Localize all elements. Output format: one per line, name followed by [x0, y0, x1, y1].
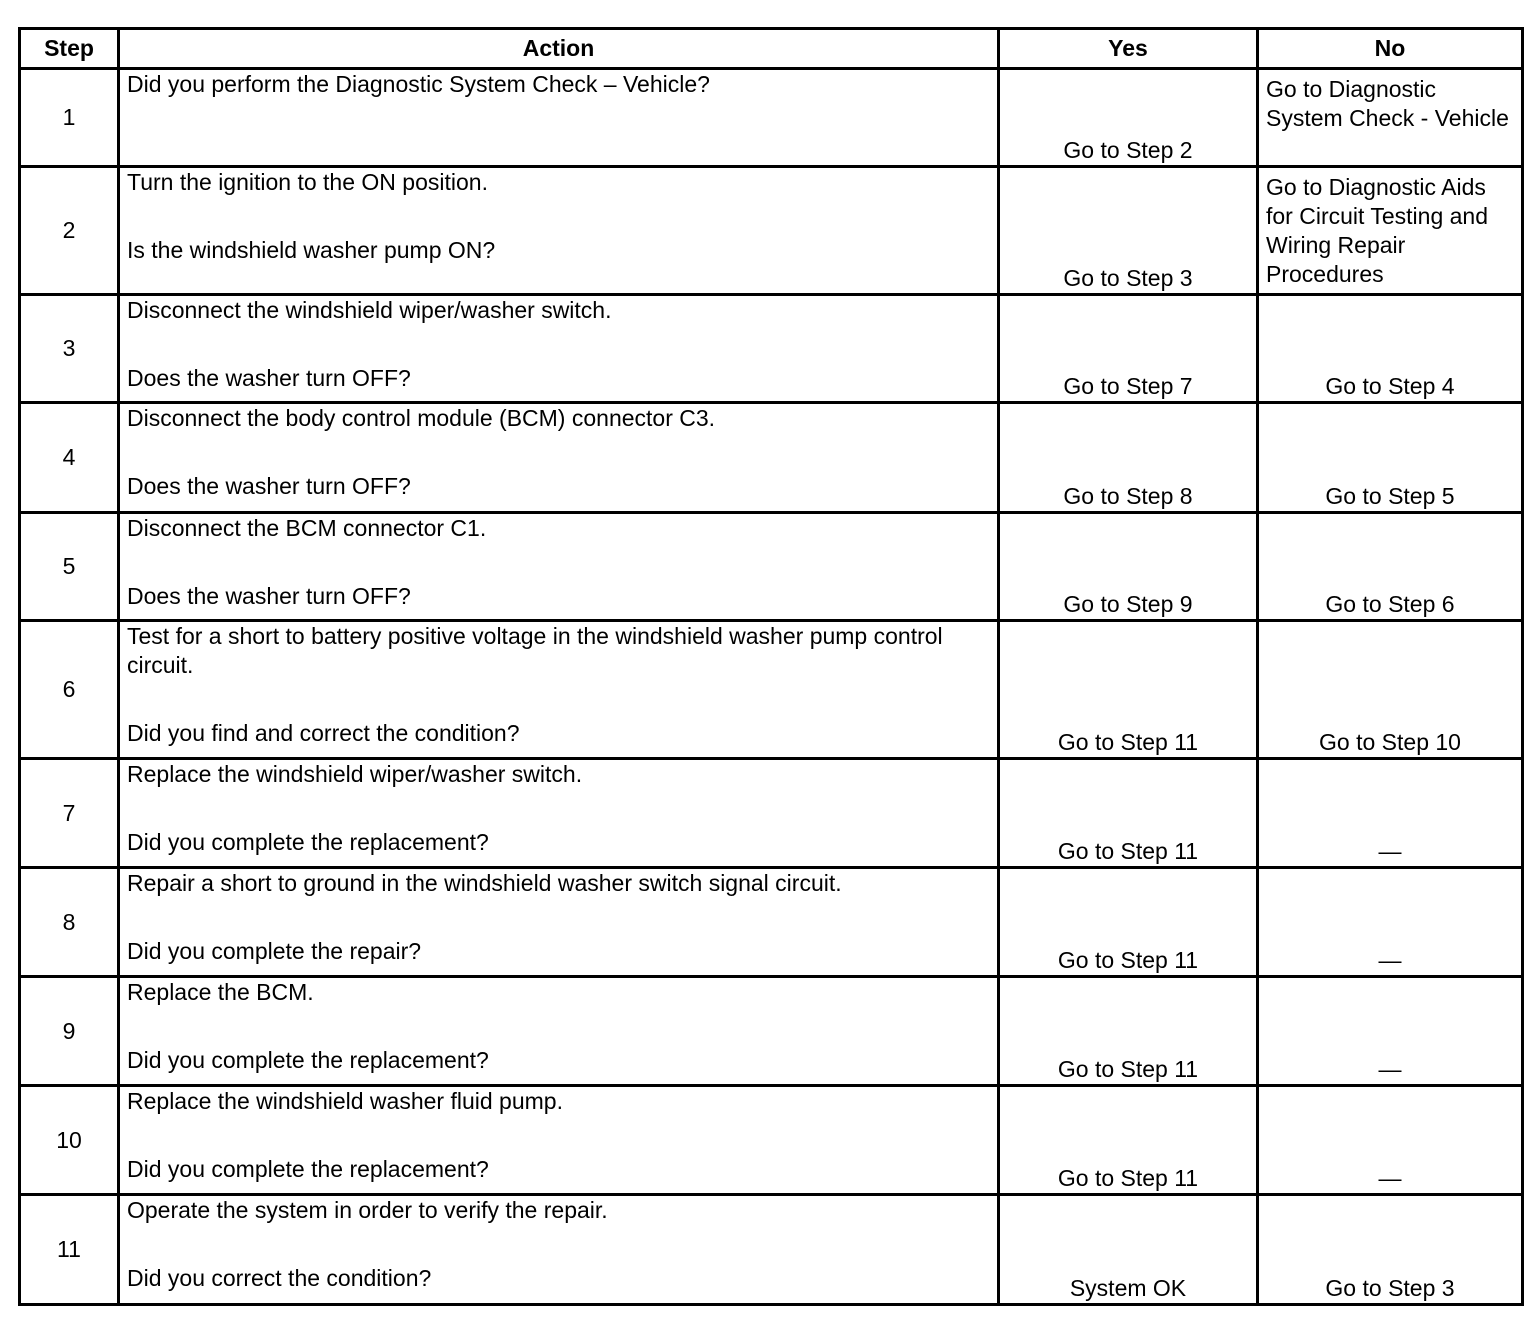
- step-number: 4: [20, 403, 119, 513]
- action-instruction: Repair a short to ground in the windshield washer switch signal circuit.: [127, 870, 842, 896]
- action-question: Is the windshield washer pump ON?: [127, 237, 496, 263]
- action-instruction: Replace the BCM.: [127, 979, 314, 1005]
- action-cell: [119, 977, 999, 1086]
- table-row: [20, 69, 1523, 167]
- action-instruction: Replace the windshield washer fluid pump.: [127, 1088, 563, 1114]
- action-cell: [119, 1086, 999, 1195]
- yes-result: Go to Step 11: [999, 868, 1258, 977]
- header-action: Action: [119, 29, 999, 69]
- yes-result: Go to Step 11: [999, 1086, 1258, 1195]
- yes-result: Go to Step 11: [999, 759, 1258, 868]
- table-row: [20, 403, 1523, 513]
- header-yes: Yes: [999, 29, 1258, 69]
- step-number: 1: [20, 69, 119, 167]
- action-instruction: Operate the system in order to verify the repair.: [127, 1197, 608, 1223]
- table-row: [20, 621, 1523, 759]
- action-question: Did you perform the Diagnostic System Check – Vehicle?: [127, 71, 710, 97]
- yes-result: Go to Step 3: [999, 167, 1258, 295]
- no-result: Go to Diagnostic System Check - Vehicle: [1258, 69, 1523, 167]
- diagnostic-table: [18, 27, 1524, 1306]
- step-number: 6: [20, 621, 119, 759]
- table-row: [20, 1086, 1523, 1195]
- action-question: Did you complete the replacement?: [127, 1047, 489, 1073]
- action-cell: [119, 403, 999, 513]
- action-instruction: Replace the windshield wiper/washer switch.: [127, 761, 583, 787]
- step-number: 2: [20, 167, 119, 295]
- yes-result: Go to Step 8: [999, 403, 1258, 513]
- step-number: 5: [20, 513, 119, 621]
- action-cell: [119, 513, 999, 621]
- action-instruction: Disconnect the body control module (BCM) connector C3.: [127, 405, 716, 431]
- no-result: —: [1258, 868, 1523, 977]
- step-number: 7: [20, 759, 119, 868]
- action-cell: [119, 295, 999, 403]
- action-question: Did you complete the replacement?: [127, 829, 489, 855]
- action-instruction: Disconnect the windshield wiper/washer switch.: [127, 297, 612, 323]
- action-question: Did you correct the condition?: [127, 1265, 432, 1291]
- no-result: Go to Step 10: [1258, 621, 1523, 759]
- table-row: [20, 977, 1523, 1086]
- action-cell: [119, 1195, 999, 1305]
- no-result: Go to Diagnostic Aids for Circuit Testing and Wiring Repair Procedures: [1258, 167, 1523, 295]
- action-cell: [119, 167, 999, 295]
- action-question: Does the washer turn OFF?: [127, 473, 411, 499]
- step-number: 11: [20, 1195, 119, 1305]
- table-row: [20, 513, 1523, 621]
- table-row: [20, 868, 1523, 977]
- no-result: —: [1258, 759, 1523, 868]
- yes-result: System OK: [999, 1195, 1258, 1305]
- yes-result: Go to Step 11: [999, 977, 1258, 1086]
- yes-result: Go to Step 11: [999, 621, 1258, 759]
- step-number: 3: [20, 295, 119, 403]
- action-cell: [119, 759, 999, 868]
- action-instruction: Turn the ignition to the ON position.: [127, 169, 488, 195]
- action-instruction: Test for a short to battery positive voltage in the windshield washer pump control circuit.: [127, 623, 943, 678]
- yes-result: Go to Step 2: [999, 69, 1258, 167]
- no-result: —: [1258, 1086, 1523, 1195]
- table-row: [20, 759, 1523, 868]
- action-cell: [119, 621, 999, 759]
- action-question: Did you complete the repair?: [127, 938, 422, 964]
- action-cell: [119, 69, 999, 167]
- yes-result: Go to Step 7: [999, 295, 1258, 403]
- action-question: Did you complete the replacement?: [127, 1156, 489, 1182]
- action-question: Does the washer turn OFF?: [127, 365, 411, 391]
- action-cell: [119, 868, 999, 977]
- step-number: 10: [20, 1086, 119, 1195]
- no-result: Go to Step 6: [1258, 513, 1523, 621]
- table-row: [20, 1195, 1523, 1305]
- no-result: Go to Step 4: [1258, 295, 1523, 403]
- action-question: Does the washer turn OFF?: [127, 583, 411, 609]
- step-number: 9: [20, 977, 119, 1086]
- header-row: [20, 29, 1523, 69]
- step-number: 8: [20, 868, 119, 977]
- no-result: —: [1258, 977, 1523, 1086]
- no-result: Go to Step 5: [1258, 403, 1523, 513]
- header-no: No: [1258, 29, 1523, 69]
- no-result: Go to Step 3: [1258, 1195, 1523, 1305]
- table-row: [20, 295, 1523, 403]
- yes-result: Go to Step 9: [999, 513, 1258, 621]
- header-step: Step: [20, 29, 119, 69]
- action-question: Did you find and correct the condition?: [127, 720, 520, 746]
- action-instruction: Disconnect the BCM connector C1.: [127, 515, 487, 541]
- table-row: [20, 167, 1523, 295]
